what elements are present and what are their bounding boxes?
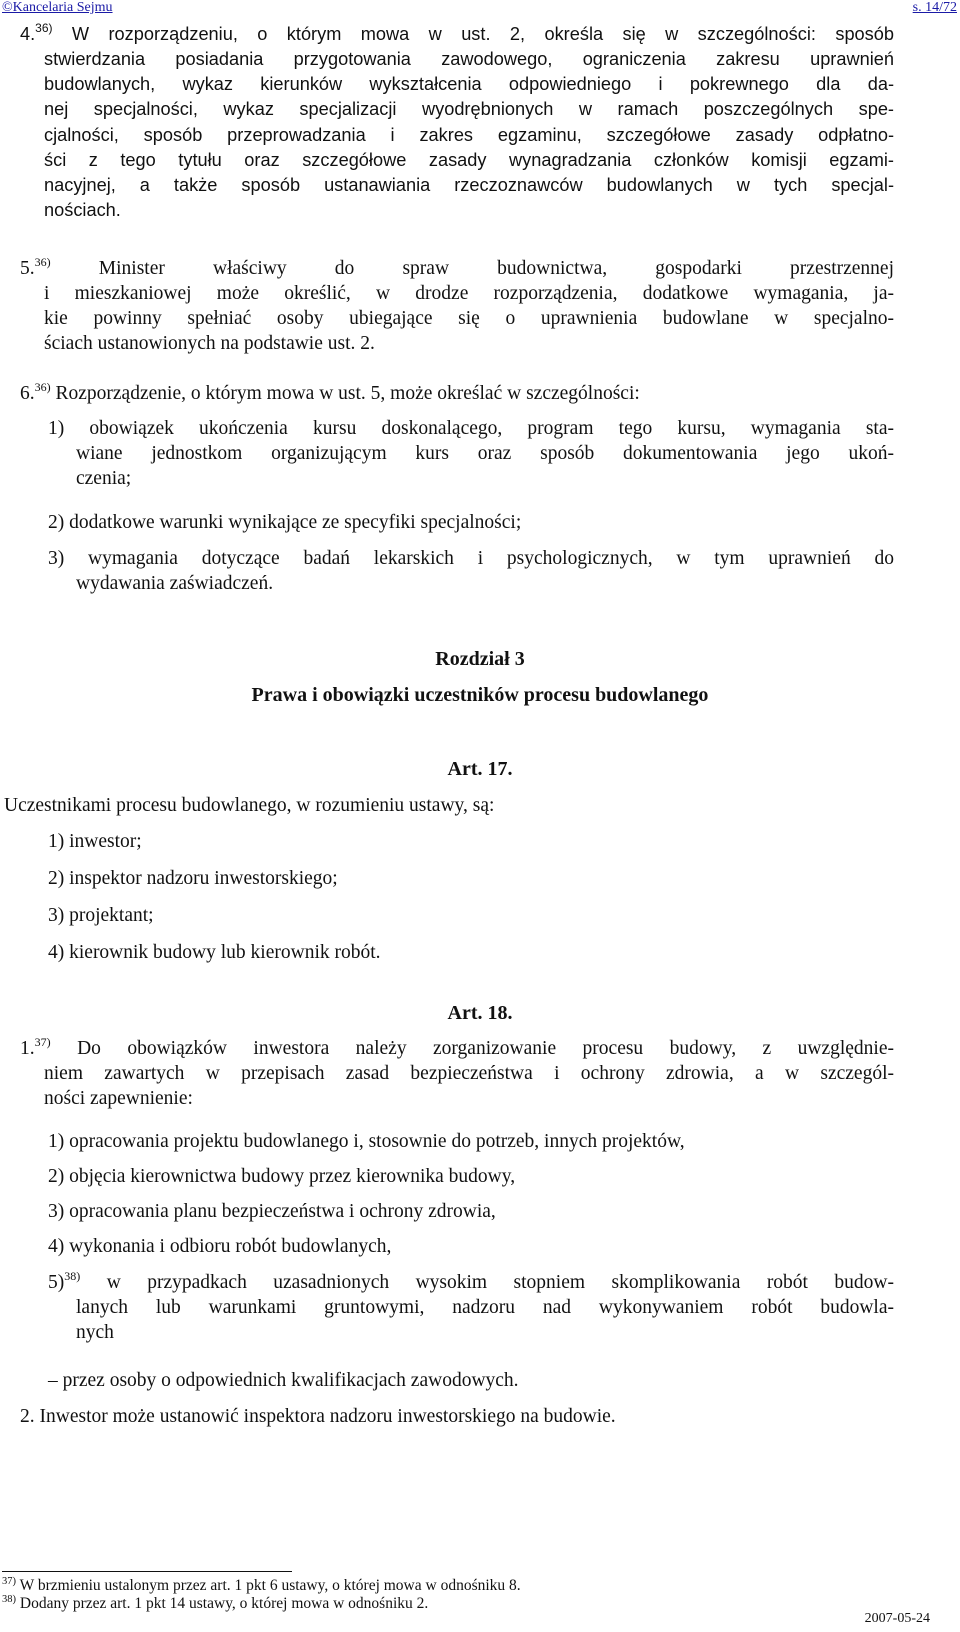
page-number-header [913, 0, 957, 16]
article-18-tail: – przez osoby o odpowiednich kwalifikacjach zawodowych. [48, 1370, 519, 1391]
list-item-6-1: 1) obowiązek ukończenia kursu doskonalącego, program tego kursu, wymagania sta- [48, 418, 894, 439]
article-18-item-1: 1) opracowania projektu budowlanego i, stosownie do potrzeb, innych projektów, [48, 1131, 685, 1152]
page-number-link[interactable]: s. 14/72 [912, 0, 957, 15]
article-17-item-2: 2) inspektor nadzoru inwestorskiego; [48, 868, 338, 889]
article-18-paragraph-1-continuation: niem zawartych w przepisach zasad bezpieczeństwa i ochrony zdrowia, a w szczegól- ności zapewnienie: [44, 1063, 894, 1110]
article-18-item-4: 4) wykonania i odbioru robót budowlanych, [48, 1236, 392, 1257]
article-17-title: Art. 17. [447, 758, 513, 780]
article-18-item-3: 3) opracowania planu bezpieczeństwa i ochrony zdrowia, [48, 1201, 496, 1222]
article-18-title: Art. 18. [447, 1002, 513, 1024]
footnote-ref-38: 38) [64, 1269, 81, 1283]
footnote-separator [2, 1571, 292, 1572]
footnote-37: $^{37)}$ W brzmieniu ustalonym przez art. 1 pkt 6 ustawy, o której mowa w odnośniku 8. [2, 1576, 521, 1594]
footnote-mark: 38) [2, 1594, 16, 1605]
footnote-ref-37: 37) [34, 1035, 51, 1049]
publisher-header [2, 0, 113, 16]
article-17-item-3: 3) projektant; [48, 905, 154, 926]
article-18-paragraph-1: 1.$^{37)}$ Do obowiązków inwestora należy zorganizowanie procesu budowy, z uwzględnie- [20, 1035, 894, 1059]
paragraph-4 [20, 22, 894, 47]
list-item-6-3: 3) wymagania dotyczące badań lekarskich i psychologicznych, w tym uprawnień do [48, 548, 894, 569]
list-item-6-3-continuation: wydawania zaświadczeń. [76, 573, 274, 594]
chapter-title: Prawa i obowiązki uczestników procesu budowlanego [251, 684, 709, 706]
publisher-link[interactable]: ©Kancelaria Sejmu [2, 0, 113, 15]
article-18-item-2: 2) objęcia kierownictwa budowy przez kierownika budowy, [48, 1166, 516, 1187]
article-17-item-1: 1) inwestor; [48, 831, 142, 852]
list-item-6-2: 2) dodatkowe warunki wynikające ze specyfiki specjalności; [48, 512, 522, 533]
paragraph-5: 5.$^{36)}$ Minister właściwy do spraw budownictwa, gospodarki przestrzennej [20, 255, 894, 279]
footnote-ref-36: 36) [34, 380, 51, 394]
publication-date: 2007-05-24 [864, 1611, 930, 1626]
paragraph-4-line-1: 4.$^{36)}$ W rozporządzeniu, o którym mowa w ust. 2, określa się w szczególności: sposób [20, 21, 894, 44]
article-17-item-4: 4) kierownik budowy lub kierownik robót. [48, 942, 381, 963]
footnote-38: $^{38)}$ Dodany przez art. 1 pkt 14 ustawy, o której mowa w odnośniku 2. [2, 1594, 429, 1612]
paragraph-4-continuation: stwierdzania posiadania przygotowania zawodowego, ograniczenia zakresu uprawnień budowlanych, wykaz kierunków wykształcenia odpowiedniego i pokrewnego dla da- nej specjalności, wykaz specjalizacji wyodrębnionych w ramach poszczególnych spe- cjalności, sposób przeprowadzania i zakres egzaminu, szczegółowe zasady odpłatno- ści z tego tytułu oraz szczegółowe zasady wynagradzania członków komisji egzami- nacyjnej, a także sposób ustanawiania rzeczoznawców budowlanych w tych specjal- nościach. [44, 49, 894, 221]
article-18-paragraph-2: 2. Inwestor może ustanowić inspektora nadzoru inwestorskiego na budowie. [20, 1406, 616, 1427]
footnote-ref-36: 36) [34, 255, 51, 269]
article-17-intro: Uczestnikami procesu budowlanego, w rozumieniu ustawy, są: [4, 795, 495, 816]
paragraph-6: 6.$^{36)}$ Rozporządzenie, o którym mowa w ust. 5, może określać w szczególności: [20, 380, 640, 404]
paragraph-5-continuation: i mieszkaniowej może określić, w drodze rozporządzenia, dodatkowe wymagania, ja- kie powinny spełniać osoby ubiegające się o uprawnienia budowlane w specjalno- ściach ustanowionych na podstawie ust. 2. [44, 283, 894, 355]
footnote-ref-36: 36) [35, 21, 53, 35]
chapter-number: Rozdział 3 [435, 648, 525, 670]
footnote-mark: 37) [2, 1576, 16, 1587]
list-item-6-1-continuation: wiane jednostkom organizującym kurs oraz sposób dokumentowania jego ukoń- czenia; [76, 443, 894, 490]
article-18-item-5: 5)$^{38)}$ w przypadkach uzasadnionych wysokim stopniem skomplikowania robót budow- [48, 1269, 894, 1293]
article-18-item-5-continuation: lanych lub warunkami gruntowymi, nadzoru nad wykonywaniem robót budowla- nych [76, 1297, 894, 1344]
